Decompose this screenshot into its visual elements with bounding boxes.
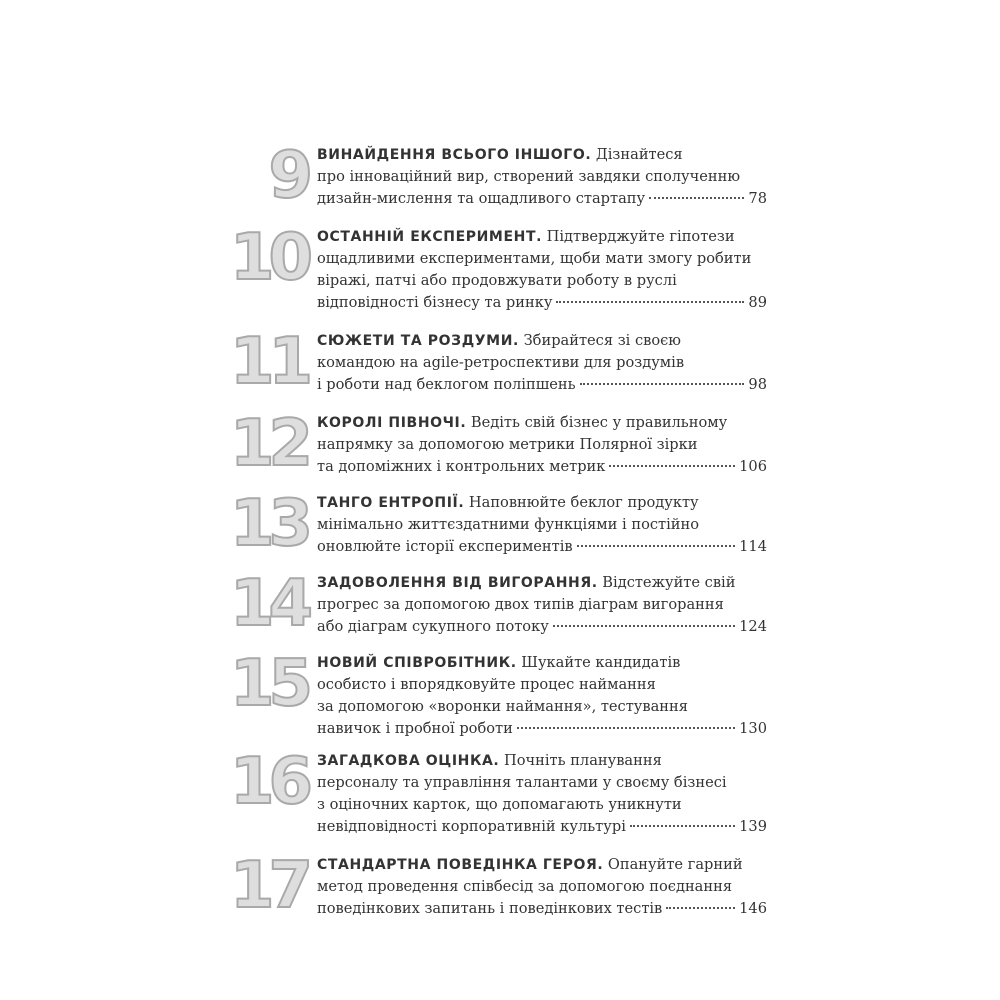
chapter-title: СЮЖЕТИ ТА РОЗДУМИ. — [317, 333, 519, 349]
chapter-number: 16 — [229, 745, 307, 819]
dot-leader — [666, 907, 735, 909]
entry-summary-start: Ведіть свій бізнес у правильному — [466, 414, 728, 431]
dot-leader — [556, 301, 744, 303]
page-number: 130 — [739, 720, 767, 737]
entry-last-line — [317, 188, 767, 210]
entry-summary-start: Відстежуйте свій — [597, 574, 736, 591]
entry-summary-end: або діаграм сукупного потоку — [317, 618, 549, 635]
entry-line: командою на agile-ретроспективи для роздумів — [317, 354, 685, 371]
entry-summary-start: Почніть планування — [499, 752, 662, 769]
entry-last-line — [317, 816, 767, 838]
dot-leader — [630, 825, 735, 827]
entry-text — [317, 144, 767, 210]
entry-line: мінімально життєздатними функціями і постійно — [317, 516, 700, 533]
entry-first-line — [317, 652, 767, 674]
page-number: 114 — [739, 538, 767, 555]
entry-text — [317, 652, 767, 740]
page-number: 124 — [739, 618, 767, 635]
entry-text — [317, 492, 767, 558]
chapter-number: 17 — [229, 849, 307, 923]
entry-text — [317, 226, 767, 314]
entry-last-line — [317, 374, 767, 396]
page-number: 89 — [748, 294, 767, 311]
entry-summary-end: поведінкових запитань і поведінкових тестів — [317, 900, 663, 917]
dot-leader — [580, 383, 745, 385]
chapter-title: КОРОЛІ ПІВНОЧІ. — [317, 415, 467, 431]
entry-last-line — [317, 292, 767, 314]
entry-line: персоналу та управління талантами у своєму бізнесі — [317, 774, 727, 791]
entry-first-line — [317, 412, 767, 434]
entry-summary-start: Наповнюйте беклог продукту — [464, 494, 699, 511]
chapter-title: НОВИЙ СПІВРОБІТНИК. — [317, 655, 517, 671]
entry-summary-end: та допоміжних і контрольних метрик — [317, 458, 606, 475]
entry-first-line — [317, 854, 767, 876]
entry-summary-end: навичок і пробної роботи — [317, 720, 513, 737]
entry-first-line — [317, 492, 767, 514]
entry-line: особисто і впорядковуйте процес наймання — [317, 676, 656, 693]
chapter-title: СТАНДАРТНА ПОВЕДІНКА ГЕРОЯ. — [317, 857, 604, 873]
entry-text — [317, 750, 767, 838]
dot-leader — [577, 545, 736, 547]
entry-first-line — [317, 750, 767, 772]
chapter-title: ЗАГАДКОВА ОЦІНКА. — [317, 753, 500, 769]
entry-summary-start: Опануйте гарний — [603, 856, 743, 873]
entry-summary-end: невідповідності корпоративній культурі — [317, 818, 626, 835]
entry-first-line — [317, 572, 767, 594]
entry-summary-start: Підтверджуйте гіпотези — [542, 228, 735, 245]
entry-summary-start: Шукайте кандидатів — [516, 654, 681, 671]
entry-text — [317, 412, 767, 478]
chapter-title: ВИНАЙДЕННЯ ВСЬОГО ІНШОГО. — [317, 147, 592, 163]
entry-line: за допомогою «воронки наймання», тестування — [317, 698, 688, 715]
entry-summary-start: Дізнайтеся — [591, 146, 683, 163]
dot-leader — [517, 727, 735, 729]
dot-leader — [609, 465, 735, 467]
page-number: 78 — [748, 190, 767, 207]
entry-line: з оціночних карток, що допомагають уникнути — [317, 796, 682, 813]
entry-line: напрямку за допомогою метрики Полярної зірки — [317, 436, 698, 453]
entry-summary-end: відповідності бізнесу та ринку — [317, 294, 553, 311]
entry-first-line — [317, 330, 767, 352]
entry-line: метод проведення співбесід за допомогою поєднання — [317, 878, 733, 895]
dot-leader — [649, 197, 744, 199]
dot-leader — [553, 625, 735, 627]
page-number: 106 — [739, 458, 767, 475]
entry-text — [317, 330, 767, 396]
entry-line: про інноваційний вир, створений завдяки сполученню — [317, 168, 741, 185]
entry-text — [317, 854, 767, 920]
entry-line: прогрес за допомогою двох типів діаграм вигорання — [317, 596, 724, 613]
entry-summary-start: Збирайтеся зі своєю — [518, 332, 682, 349]
entry-last-line — [317, 456, 767, 478]
chapter-number: 12 — [229, 407, 307, 481]
chapter-title: ОСТАННІЙ ЕКСПЕРИМЕНТ. — [317, 229, 543, 245]
entry-first-line — [317, 226, 767, 248]
entry-line: ощадливими експериментами, щоби мати змогу робити — [317, 250, 752, 267]
entry-summary-end: дизайн-мислення та ощадливого стартапу — [317, 190, 646, 207]
page-number: 139 — [739, 818, 767, 835]
entry-last-line — [317, 616, 767, 638]
entry-last-line — [317, 536, 767, 558]
entry-text — [317, 572, 767, 638]
chapter-number: 13 — [229, 487, 307, 561]
entry-last-line — [317, 718, 767, 740]
entry-first-line — [317, 144, 767, 166]
chapter-number: 10 — [229, 221, 307, 295]
chapter-number: 15 — [229, 647, 307, 721]
entry-line: віражі, патчі або продовжувати роботу в руслі — [317, 272, 677, 289]
chapter-number: 9 — [268, 139, 307, 213]
chapter-title: ЗАДОВОЛЕННЯ ВІД ВИГОРАННЯ. — [317, 575, 598, 591]
chapter-number: 11 — [229, 325, 307, 399]
chapter-number: 14 — [229, 567, 307, 641]
entry-summary-end: і роботи над беклогом поліпшень — [317, 376, 576, 393]
page-number: 98 — [748, 376, 767, 393]
chapter-title: ТАНГО ЕНТРОПІЇ. — [317, 495, 465, 511]
entry-last-line — [317, 898, 767, 920]
entry-summary-end: оновлюйте історії експериментів — [317, 538, 573, 555]
page-number: 146 — [739, 900, 767, 917]
